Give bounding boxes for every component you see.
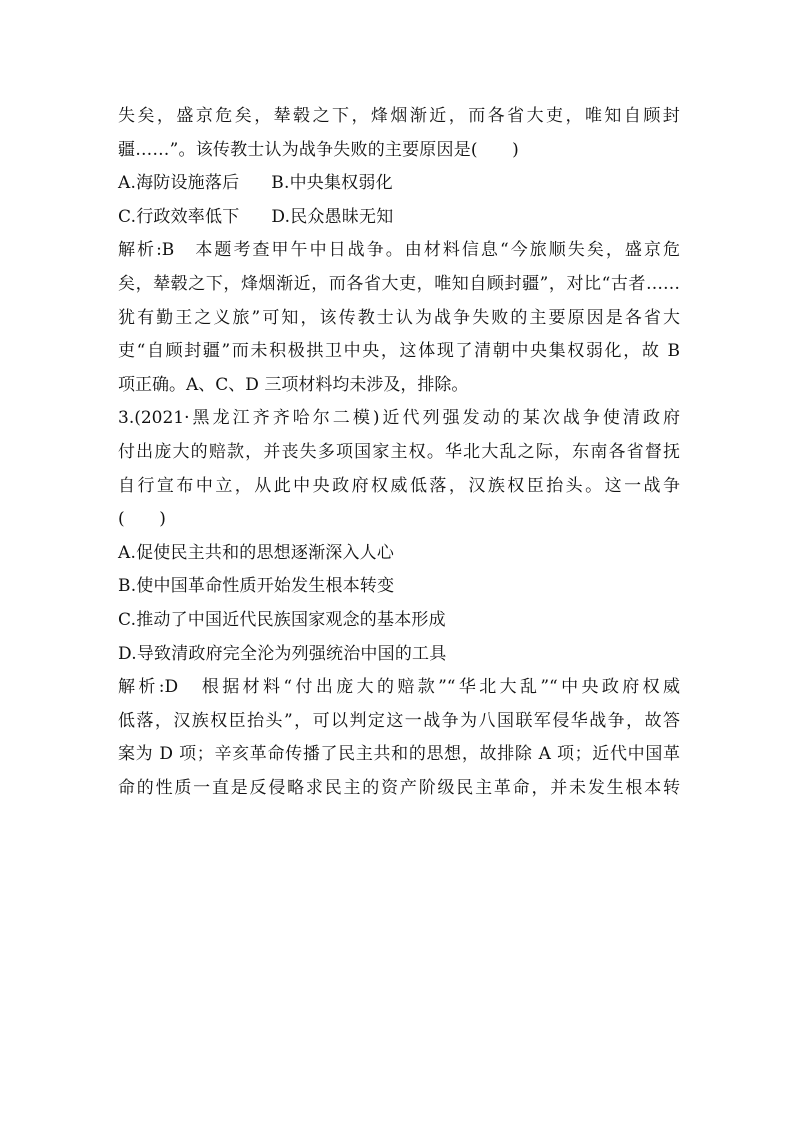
document-page bbox=[118, 100, 680, 805]
q3-analysis-line-1: 解析:D 根据材料“付出庞大的赔款”“华北大乱”“中央政府权威 bbox=[118, 677, 680, 698]
q2-stem-line-1: 失矣，盛京危矣，辇毂之下，烽烟渐近，而各省大吏，唯知自顾封 bbox=[118, 106, 680, 126]
q3-analysis-line-4: 命的性质一直是反侵略求民主的资产阶级民主革命，并未发生根本转 bbox=[118, 777, 680, 798]
q3-stem-line-3: 自行宣布中立，从此中央政府权威低落，汉族权臣抬头。这一战争 bbox=[118, 475, 680, 496]
q2-option-c: C.行政效率低下 bbox=[118, 206, 240, 227]
q2-stem-line-2: 疆……”。该传教士认为战争失败的主要原因是( ) bbox=[118, 139, 519, 160]
q2-analysis-line-5: 项正确。A、C、D 三项材料均未涉及，排除。 bbox=[118, 374, 469, 395]
q2-options-ab bbox=[118, 167, 680, 201]
q2-option-b: B.中央集权弱化 bbox=[271, 173, 393, 194]
q3-analysis-line-3: 案为 D 项；辛亥革命传播了民主共和的思想，故排除 A 项；近代中国革 bbox=[118, 744, 680, 765]
q2-analysis-line-3: 犹有勤王之义旅”可知，该传教士认为战争失败的主要原因是各省大 bbox=[118, 307, 680, 328]
q3-option-b: B.使中国革命性质开始发生根本转变 bbox=[118, 576, 395, 597]
q3-stem-line-4: ( ) bbox=[118, 509, 167, 530]
q2-analysis-line-2: 矣，辇毂之下，烽烟渐近，而各省大吏，唯知自顾封疆”，对比“古者…… bbox=[118, 273, 680, 294]
q2-analysis-line-4: 吏“自顾封疆”而未积极拱卫中央，这体现了清朝中央集权弱化，故 B bbox=[118, 341, 680, 362]
q2-analysis-line-1: 解析:B 本题考查甲午中日战争。由材料信息“今旅顺失矣，盛京危 bbox=[118, 240, 680, 261]
q3-stem-line-1: 3.(2021·黑龙江齐齐哈尔二模)近代列强发动的某次战争使清政府 bbox=[118, 408, 680, 429]
q2-option-d: D.民众愚昧无知 bbox=[271, 206, 394, 227]
q3-analysis-line-2: 低落，汉族权臣抬头”，可以判定这一战争为八国联军侵华战争，故答 bbox=[118, 710, 680, 731]
q3-stem-line-2: 付出庞大的赔款，并丧失多项国家主权。华北大乱之际，东南各省督抚 bbox=[118, 441, 680, 462]
q3-option-a: A.促使民主共和的思想逐渐深入人心 bbox=[118, 542, 395, 563]
q3-option-c: C.推动了中国近代民族国家观念的基本形成 bbox=[118, 609, 446, 630]
q2-option-a: A.海防设施落后 bbox=[118, 173, 240, 194]
q2-options-cd bbox=[118, 201, 680, 235]
q3-option-d: D.导致清政府完全沦为列强统治中国的工具 bbox=[118, 643, 447, 664]
